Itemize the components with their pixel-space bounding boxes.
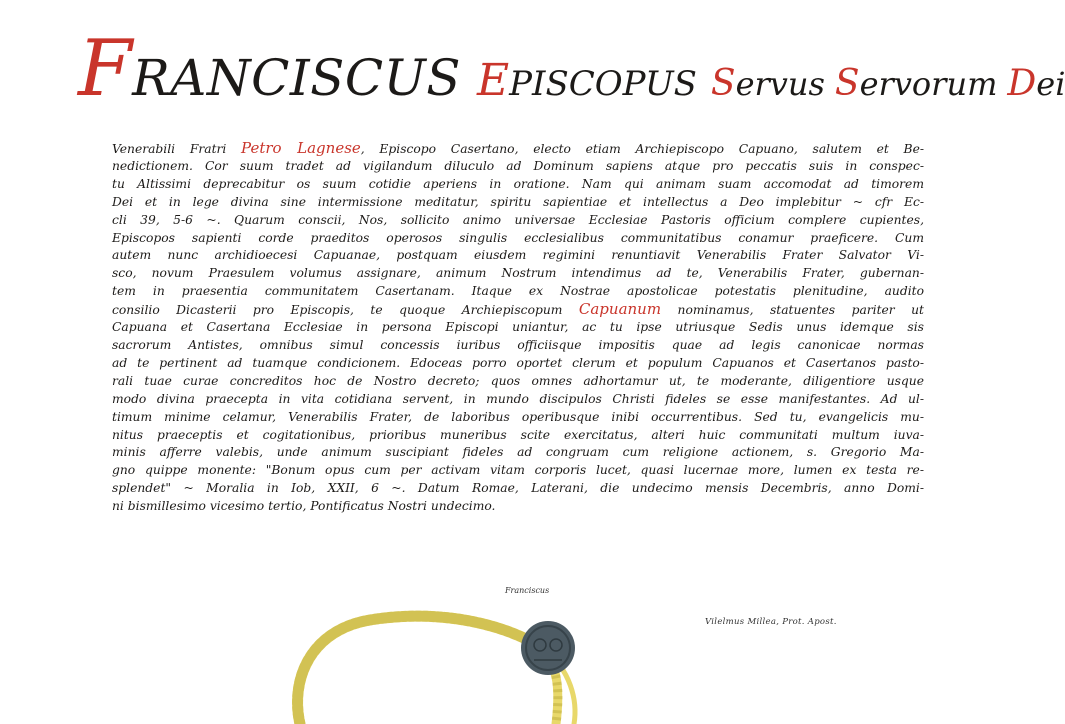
body-line-text: nedictionem. Cor suum tradet ad vigilandum diluculo ad Dominum sapiens atque pro peccatis suis in conspec-: [112, 158, 924, 173]
body-line: [112, 462, 924, 480]
header-word-episcopus: PISCOPUS: [509, 64, 697, 104]
body-line: [112, 337, 924, 355]
body-line-text: rali tuae curae concreditos hoc de Nostro decreto; quos omnes adhortamur ut, te moderante, diligentiore usque: [112, 373, 924, 388]
body-line: [112, 444, 924, 462]
body-line: [112, 283, 924, 301]
header-initial-e: E: [477, 55, 510, 106]
header-initial-s1: S: [710, 63, 736, 104]
body-line-text: sacrorum Antistes, omnibus simul concessis iuribus officiisque impositis quae ad legis canonicae normas: [112, 337, 924, 352]
pope-signature: Franciscus: [505, 586, 550, 595]
body-line-text: nominamus, statuentes pariter ut: [661, 303, 925, 318]
body-line-text: autem nunc archidioecesi Capuanae, postquam eiusdem regimini renuntiavit Venerabilis Frater Salvator Vi-: [112, 248, 924, 263]
body-line: [112, 140, 924, 158]
body-line: [112, 247, 924, 265]
header-initial-s2: S: [834, 63, 860, 104]
body-line-text: gno quippe monente: "Bonum opus cum per activam vitam corporis lucet, quasi lucernae more, lumen ex testa re-: [112, 463, 924, 478]
body-line-text: ni bismillesimo vicesimo tertio, Pontificatus Nostri undecimo.: [112, 499, 496, 514]
header-word-franciscus: RANCISCUS: [132, 49, 462, 107]
document-body: [112, 140, 924, 516]
header-word-dei: ei: [1036, 65, 1065, 103]
body-line-text: consilio Dicasterii pro Episcopis, te quoque Archiepiscopum: [112, 303, 579, 318]
body-line-text: tem in praesentia communitatem Casertanam. Itaque ex Nostrae apostolicae potestatis plenitudine, audito: [112, 284, 924, 299]
body-line-text: nitus praeceptis et cogitationibus, prioribus muneribus scite exercitatus, alteri huic communitati multum iuva-: [112, 427, 924, 442]
body-line-text: modo divina praecepta in vita cotidiana servent, in mundo discipulos Christi fideles se esse manifestantes. Ad ul-: [112, 391, 924, 406]
body-line: [112, 409, 924, 427]
body-line: [112, 158, 924, 176]
body-line: [112, 212, 924, 230]
body-line-text: Dei et in lege divina sine intermissione meditatur, spiritu sapientiae et intellectus a Deo implebitur ~ cfr Ec-: [112, 194, 924, 209]
body-line-text: sco, novum Praesulem volumus assignare, animum Nostrum intendimus ad te, Venerabilis Frater, gubernan-: [112, 266, 924, 281]
header-word-servus: ervus: [735, 65, 825, 103]
body-line: [112, 194, 924, 212]
lead-seal: [521, 621, 575, 675]
rubric-name: Capuanum: [578, 300, 662, 319]
body-line-text: tu Altissimi deprecabitur os suum cotidie aperiens in oratione. Nam qui animam suam accomodat ad timorem: [112, 176, 924, 191]
body-line: [112, 391, 924, 409]
body-line: [112, 319, 924, 337]
body-line-text: cli 39, 5-6 ~. Quarum conscii, Nos, sollicito animo universae Ecclesiae Pastoris officium complere cupientes,: [112, 212, 924, 227]
header-initial-d: D: [1007, 63, 1037, 104]
body-line: [112, 176, 924, 194]
body-line-text: Capuana et Casertana Ecclesiae in persona Episcopi uniantur, ac tu ipse utriusque Sedis unus idemque sis: [112, 320, 924, 335]
body-line-text: Episcopos sapienti corde praeditos operosos singulis ecclesialibus communitatibus conamur praeficere. Cum: [112, 230, 924, 245]
seal-and-cord: [260, 590, 600, 724]
seal-illustration: [260, 590, 600, 724]
header-initial-f: F: [78, 24, 133, 114]
body-line: [112, 498, 924, 516]
body-line-text: minis afferre valebis, unde animum suscipiant fideles ad congruam cum religione actionem, s. Gregorio Ma-: [112, 445, 924, 460]
body-line-text: , Episcopo Casertano, electo etiam Archiepiscopo Capuano, salutem et Be-: [360, 142, 925, 156]
body-line-text: splendet" ~ Moralia in Iob, XXII, 6 ~. Datum Romae, Laterani, die undecimo mensis Decembris, anno Domi-: [112, 481, 924, 496]
body-line: [112, 427, 924, 445]
body-line: [112, 373, 924, 391]
body-line: [112, 480, 924, 498]
document-header: [78, 24, 1065, 130]
body-line-text: ad te pertinent ad tuamque condicionem. Edoceas porro oportet clerum et populum Capuanos et Casertanos pasto-: [112, 355, 924, 370]
body-line: [112, 230, 924, 248]
header-word-servorum: ervorum: [859, 65, 998, 103]
rubric-name: Petro Lagnese: [241, 139, 361, 157]
body-line-text: Venerabili Fratri: [112, 142, 242, 156]
notary-signature: Vilelmus Millea, Prot. Apost.: [705, 617, 837, 627]
body-line: [112, 301, 924, 319]
body-line: [112, 355, 924, 373]
body-line: [112, 265, 924, 283]
body-line-text: timum minime celamur, Venerabilis Frater, de laboribus operibusque inibi occurrentibus. Sed tu, evangelicis mu-: [112, 409, 924, 424]
